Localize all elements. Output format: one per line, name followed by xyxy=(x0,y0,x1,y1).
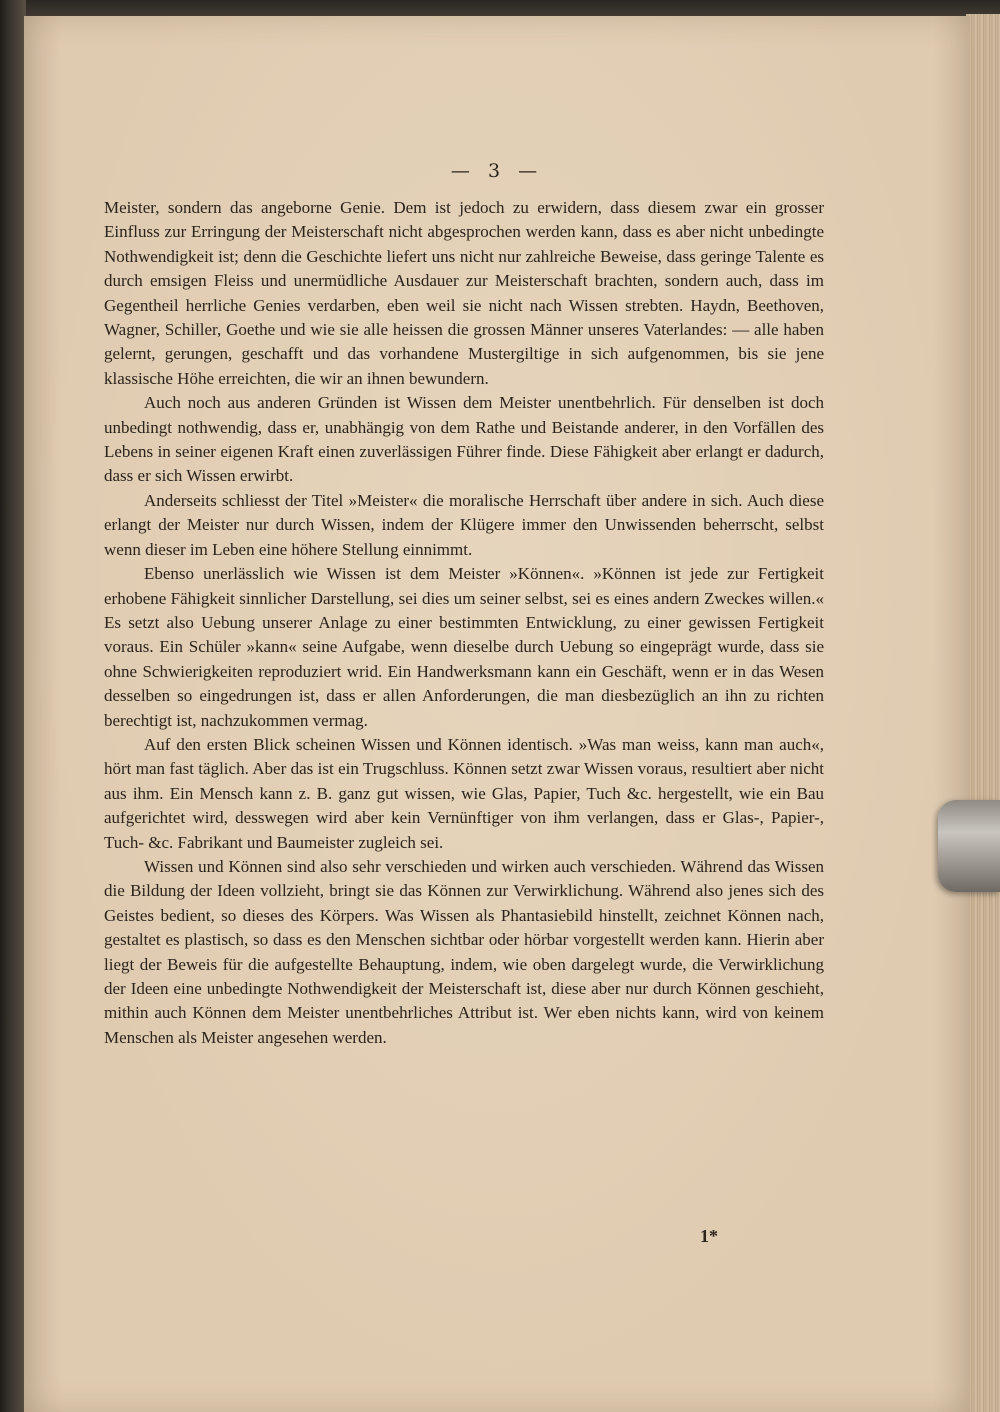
body-text xyxy=(104,196,824,1050)
printer-signature-mark: 1* xyxy=(700,1226,718,1246)
paragraph: Anderseits schliesst der Titel »Meister« die moralische Herrschaft über andere in sich. Auch diese erlangt der Meister nur durch Wissen, indem der Klügere immer den Unwissenden beherrscht, selbst wenn dieser im Leben eine höhere Stellung einnimmt. xyxy=(104,490,824,559)
paragraph: Wissen und Können sind also sehr verschieden und wirken auch verschieden. Während das Wissen die Bildung der Ideen vollzieht, bringt sie das Können zur Verwirklichung. Während also jenes sich des Geistes bedient, so dieses des Körpers. Was Wissen als Phantasiebild hinstellt, zeichnet Können nach, gestaltet es plastisch, so dass es den Menschen sichtbar oder hörbar vorgestellt werden kann. Hierin aber liegt der Beweis für die aufgestellte Behauptung, indem, wie oben dargelegt wurde, die Verwirklichung der Ideen eine unbedingte Nothwendigkeit der Meisterschaft ist, diese aber nur durch Können geschieht, mithin auch Können dem Meister unentbehrliches Attribut ist. Wer eben nichts kann, wird von keinem Menschen als Meister angesehen werden. xyxy=(104,856,824,1047)
book-page xyxy=(24,16,970,1412)
paragraph: Auf den ersten Blick scheinen Wissen und Können identisch. »Was man weiss, kann man auch«, hört man fast täglich. Aber das ist ein Trugschluss. Können setzt zwar Wissen voraus, resultiert aber nicht aus ihm. Ein Mensch kann z. B. ganz gut wissen, wie Glas, Papier, Tuch &c. hergestellt, wie ein Bau aufgerichtet wird, desswegen wird aber kein Vernünftiger von ihm verlangen, dass er Glas-, Papier-, Tuch- &c. Fabrikant und Baumeister zugleich sei. xyxy=(104,734,824,852)
page-number: — 3 — xyxy=(450,160,544,182)
paragraph: Meister, sondern das angeborne Genie. Dem ist jedoch zu erwidern, dass diesem zwar ein grosser Einfluss zur Erringung der Meisterschaft nicht abgesprochen werden kann, dass es aber nicht unbedingte Nothwendigkeit ist; denn die Geschichte liefert uns nicht nur zahlreiche Beweise, dass geringe Talente es durch emsigen Fleiss und unermüdliche Ausdauer zur Meisterschaft brachten, sondern auch, dass im Gegentheil herrliche Genies verdarben, eben weil sie nicht nach Wissen strebten. Haydn, Beethoven, Wagner, Schiller, Goethe und wie sie alle heissen die grossen Männer unseres Vaterlandes: — alle haben gelernt, gerungen, geschafft und das vorhandene Mustergiltige in sich aufgenommen, bis sie jene klassische Höhe erreichten, die wir an ihnen bewundern. xyxy=(104,198,824,388)
page-edges xyxy=(966,14,1000,1412)
paragraph: Ebenso unerlässlich wie Wissen ist dem Meister »Können«. »Können ist jede zur Fertigkeit erhobene Fähigkeit sinnlicher Darstellung, sei dies um seiner selbst, sei es eines andern Zweckes willen.« Es setzt also Uebung unserer Anlage zu einer bestimmten Entwicklung, zu einer gewissen Fertigkeit voraus. Ein Schüler »kann« seine Aufgabe, wenn dieselbe durch Uebung so eingeprägt wurde, dass sie ohne Schwierigkeiten reproduziert wrid. Ein Handwerksmann kann ein Geschäft, wenn er in das Wesen desselben so eingedrungen ist, dass er allen Anforderungen, die man diesbezüglich an ihn zu richten berechtigt ist, nachzukommen vermag. xyxy=(104,564,824,730)
book-binding xyxy=(0,0,26,1412)
paragraph: Auch noch aus anderen Gründen ist Wissen dem Meister unentbehrlich. Für denselben ist doch unbedingt nothwendig, dass er, unabhängig von dem Rathe und Beistande anderer, in den Vorfällen des Lebens in seiner eigenen Kraft einen zuverlässigen Führer finde. Diese Fähigkeit aber erlangt er dadurch, dass er sich Wissen erwirbt. xyxy=(104,393,824,486)
page-clip xyxy=(938,800,1000,892)
